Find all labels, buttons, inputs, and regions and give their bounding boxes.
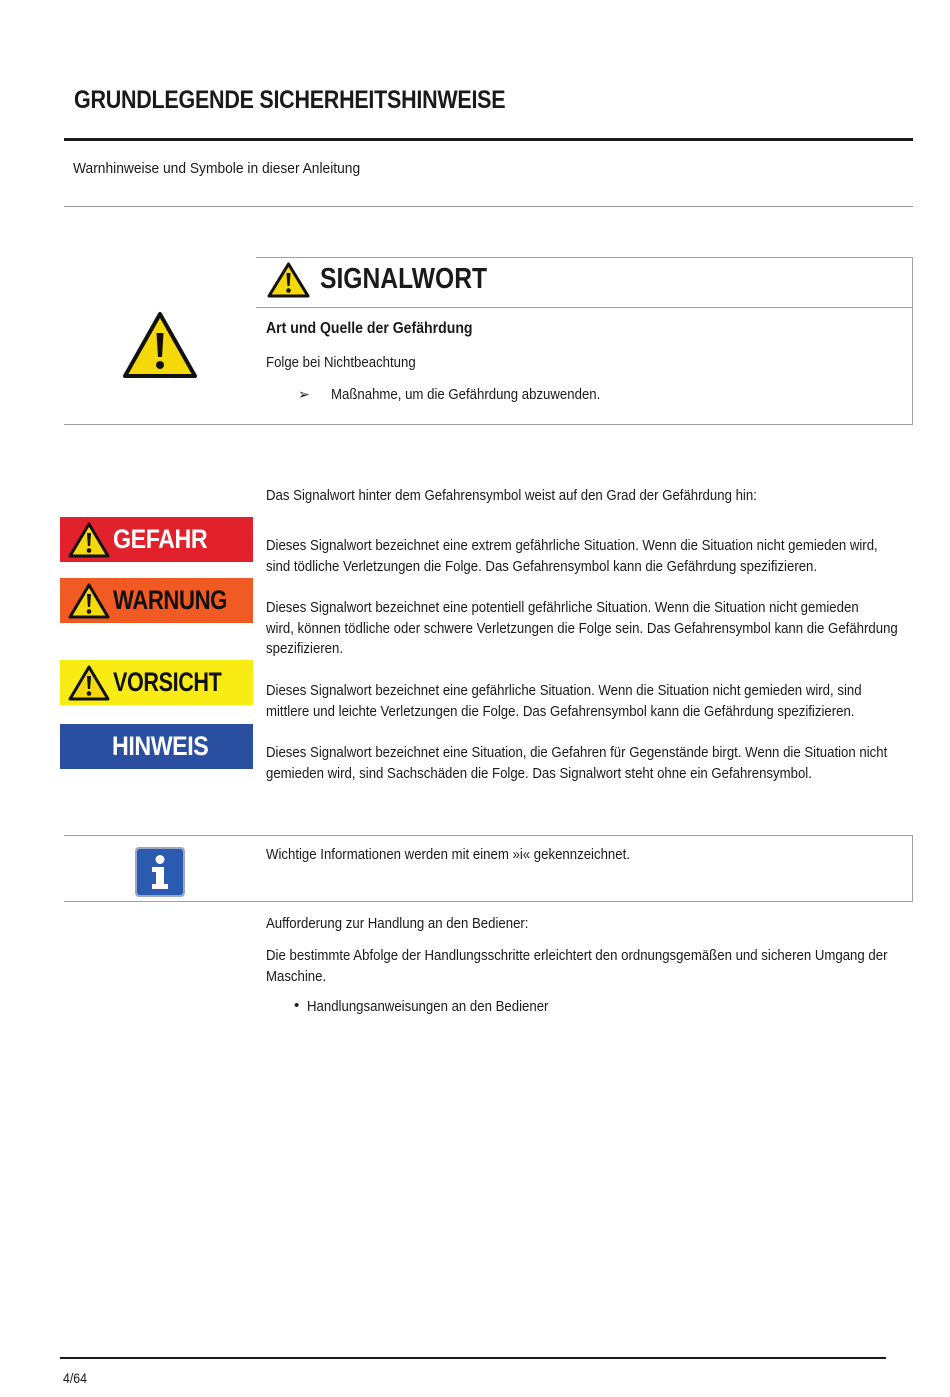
page-number: 4/64 (63, 1370, 87, 1386)
warning-triangle-icon (122, 311, 198, 379)
gefahr-description: Dieses Signalwort bezeichnet eine extrem gefährliche Situation. Wenn die Situation nicht gemieden wird, sind tödliche Verletzungen die Folge. Das Gefahrensymbol kann die Gefährdung spezifizieren. (266, 537, 878, 575)
vorsicht-description: Dieses Signalwort bezeichnet eine gefährliche Situation. Wenn die Situation nicht gemieden wird, sind mittlere und leichte Verletzungen die Folge. Das Gefahrensymbol kann die Gefährdung spezifizieren. (266, 682, 862, 720)
info-box-top-border (64, 835, 913, 836)
badge-label: WARNUNG (113, 585, 227, 615)
warning-triangle-icon (68, 665, 110, 701)
badge-hinweis (60, 724, 253, 769)
action-bullet-text: Handlungsanweisungen an den Bediener (307, 998, 549, 1015)
arrow-bullet-icon: ➢ (298, 386, 310, 402)
info-box-right-border (912, 835, 913, 902)
bullet-dot-icon: • (294, 997, 300, 1014)
example-box-top-border (256, 257, 913, 258)
footer-rule (60, 1357, 886, 1359)
info-text: Wichtige Informationen werden mit einem »i« gekennzeichnet. (266, 846, 630, 863)
example-box-bottom-border (64, 424, 913, 425)
badge-label: HINWEIS (112, 731, 209, 761)
example-box-right-border (912, 257, 913, 425)
page-title: GRUNDLEGENDE SICHERHEITSHINWEISE (74, 86, 506, 114)
header-rule (64, 138, 913, 141)
action-description: Die bestimmte Abfolge der Handlungsschritte erleichtert den ordnungsgemäßen und sicheren Umgang der Maschine. (266, 947, 888, 985)
info-icon (134, 846, 186, 898)
section-subtitle: Warnhinweise und Symbole in dieser Anleitung (73, 160, 361, 177)
warnung-description: Dieses Signalwort bezeichnet eine potentiell gefährliche Situation. Wenn die Situation nicht gemieden wird, können tödliche oder schwere Verletzungen die Folge sein. Das Gefahrensymbol kann die Gefährdung spezifizieren. (266, 599, 898, 657)
signal-words-intro: Das Signalwort hinter dem Gefahrensymbol weist auf den Grad der Gefährdung hin: (266, 487, 757, 504)
consequence-text: Folge bei Nichtbeachtung (266, 354, 416, 371)
badge-vorsicht (60, 660, 253, 705)
measure-text: Maßnahme, um die Gefährdung abzuwenden. (331, 386, 601, 403)
badge-gefahr (60, 517, 253, 562)
hinweis-description: Dieses Signalwort bezeichnet eine Situation, die Gefahren für Gegenstände birgt. Wenn die Situation nicht gemieden wird, sind Sachschäden die Folge. Das Signalwort steht ohne ein Gefahrensymbol. (266, 744, 888, 782)
warning-triangle-icon (68, 583, 110, 619)
signal-word-heading: SIGNALWORT (320, 263, 488, 295)
subtitle-rule (64, 206, 913, 207)
example-box-divider (256, 307, 913, 308)
hazard-heading: Art und Quelle der Gefährdung (266, 320, 473, 337)
action-heading: Aufforderung zur Handlung an den Bediener: (266, 915, 529, 932)
warning-triangle-icon (68, 522, 110, 558)
warning-triangle-icon (267, 262, 310, 298)
badge-label: GEFAHR (113, 524, 208, 554)
info-box-bottom-border (64, 901, 913, 902)
badge-label: VORSICHT (113, 667, 222, 697)
badge-warnung (60, 578, 253, 623)
